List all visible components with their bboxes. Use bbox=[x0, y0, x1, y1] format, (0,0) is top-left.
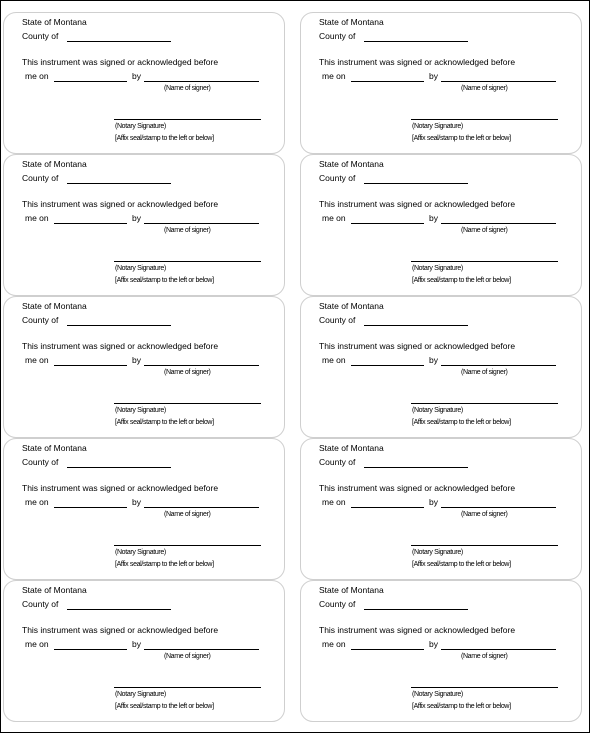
by-label: by bbox=[132, 71, 141, 81]
date-blank-line[interactable] bbox=[54, 81, 127, 82]
county-blank-line[interactable] bbox=[67, 467, 171, 468]
notary-label bbox=[300, 154, 582, 296]
me-on-label: me on bbox=[25, 497, 49, 507]
date-blank-line[interactable] bbox=[351, 507, 424, 508]
seal-caption: [Affix seal/stamp to the left or below] bbox=[115, 277, 214, 284]
notary-label bbox=[300, 580, 582, 722]
signer-blank-line[interactable] bbox=[144, 365, 259, 366]
signer-blank-line[interactable] bbox=[441, 649, 556, 650]
county-label: County of bbox=[22, 315, 59, 325]
date-blank-line[interactable] bbox=[54, 223, 127, 224]
notary-signature-line[interactable] bbox=[114, 545, 261, 546]
notary-signature-caption: (Notary Signature) bbox=[115, 265, 166, 272]
acknowledgment-text: This instrument was signed or acknowledged before bbox=[319, 199, 516, 209]
name-caption: (Name of signer) bbox=[461, 511, 508, 518]
notary-label bbox=[3, 12, 285, 154]
notary-signature-caption: (Notary Signature) bbox=[115, 549, 166, 556]
county-blank-line[interactable] bbox=[364, 183, 468, 184]
notary-label bbox=[300, 296, 582, 438]
name-caption: (Name of signer) bbox=[164, 653, 211, 660]
county-label: County of bbox=[319, 599, 356, 609]
county-blank-line[interactable] bbox=[67, 325, 171, 326]
county-blank-line[interactable] bbox=[364, 467, 468, 468]
seal-caption: [Affix seal/stamp to the left or below] bbox=[115, 135, 214, 142]
by-label: by bbox=[429, 639, 438, 649]
acknowledgment-text: This instrument was signed or acknowledged before bbox=[319, 341, 516, 351]
date-blank-line[interactable] bbox=[351, 81, 424, 82]
notary-signature-line[interactable] bbox=[411, 403, 558, 404]
seal-caption: [Affix seal/stamp to the left or below] bbox=[412, 561, 511, 568]
state-text: State of Montana bbox=[22, 585, 87, 595]
by-label: by bbox=[132, 639, 141, 649]
county-label: County of bbox=[22, 599, 59, 609]
state-text: State of Montana bbox=[22, 159, 87, 169]
county-label: County of bbox=[22, 31, 59, 41]
name-caption: (Name of signer) bbox=[461, 653, 508, 660]
seal-caption: [Affix seal/stamp to the left or below] bbox=[115, 703, 214, 710]
me-on-label: me on bbox=[25, 213, 49, 223]
notary-signature-line[interactable] bbox=[114, 687, 261, 688]
name-caption: (Name of signer) bbox=[164, 227, 211, 234]
seal-caption: [Affix seal/stamp to the left or below] bbox=[115, 419, 214, 426]
notary-signature-caption: (Notary Signature) bbox=[412, 407, 463, 414]
me-on-label: me on bbox=[25, 71, 49, 81]
by-label: by bbox=[132, 213, 141, 223]
county-blank-line[interactable] bbox=[364, 609, 468, 610]
county-label: County of bbox=[22, 173, 59, 183]
name-caption: (Name of signer) bbox=[461, 227, 508, 234]
me-on-label: me on bbox=[322, 71, 346, 81]
me-on-label: me on bbox=[322, 355, 346, 365]
date-blank-line[interactable] bbox=[54, 649, 127, 650]
date-blank-line[interactable] bbox=[351, 365, 424, 366]
acknowledgment-text: This instrument was signed or acknowledged before bbox=[22, 341, 219, 351]
name-caption: (Name of signer) bbox=[461, 85, 508, 92]
notary-label bbox=[300, 12, 582, 154]
seal-caption: [Affix seal/stamp to the left or below] bbox=[412, 703, 511, 710]
notary-label bbox=[3, 580, 285, 722]
county-blank-line[interactable] bbox=[364, 41, 468, 42]
notary-signature-caption: (Notary Signature) bbox=[412, 691, 463, 698]
state-text: State of Montana bbox=[319, 17, 384, 27]
by-label: by bbox=[429, 355, 438, 365]
county-label: County of bbox=[319, 31, 356, 41]
name-caption: (Name of signer) bbox=[461, 369, 508, 376]
state-text: State of Montana bbox=[22, 301, 87, 311]
notary-label bbox=[300, 438, 582, 580]
county-label: County of bbox=[22, 457, 59, 467]
state-text: State of Montana bbox=[319, 301, 384, 311]
notary-signature-line[interactable] bbox=[411, 687, 558, 688]
state-text: State of Montana bbox=[22, 17, 87, 27]
notary-label bbox=[3, 296, 285, 438]
by-label: by bbox=[132, 497, 141, 507]
date-blank-line[interactable] bbox=[351, 223, 424, 224]
by-label: by bbox=[429, 497, 438, 507]
notary-signature-caption: (Notary Signature) bbox=[412, 265, 463, 272]
notary-signature-line[interactable] bbox=[114, 119, 261, 120]
county-blank-line[interactable] bbox=[67, 41, 171, 42]
county-label: County of bbox=[319, 173, 356, 183]
county-blank-line[interactable] bbox=[67, 183, 171, 184]
me-on-label: me on bbox=[25, 355, 49, 365]
name-caption: (Name of signer) bbox=[164, 511, 211, 518]
date-blank-line[interactable] bbox=[54, 507, 127, 508]
notary-label bbox=[3, 154, 285, 296]
by-label: by bbox=[429, 71, 438, 81]
signer-blank-line[interactable] bbox=[441, 81, 556, 82]
me-on-label: me on bbox=[322, 639, 346, 649]
acknowledgment-text: This instrument was signed or acknowledged before bbox=[22, 199, 219, 209]
notary-signature-line[interactable] bbox=[114, 403, 261, 404]
notary-signature-caption: (Notary Signature) bbox=[115, 691, 166, 698]
me-on-label: me on bbox=[322, 497, 346, 507]
county-label: County of bbox=[319, 315, 356, 325]
notary-signature-caption: (Notary Signature) bbox=[115, 407, 166, 414]
name-caption: (Name of signer) bbox=[164, 369, 211, 376]
label-grid bbox=[3, 12, 582, 722]
notary-signature-caption: (Notary Signature) bbox=[412, 549, 463, 556]
notary-signature-line[interactable] bbox=[411, 545, 558, 546]
signer-blank-line[interactable] bbox=[441, 365, 556, 366]
county-label: County of bbox=[319, 457, 356, 467]
date-blank-line[interactable] bbox=[54, 365, 127, 366]
notary-signature-line[interactable] bbox=[411, 261, 558, 262]
notary-signature-caption: (Notary Signature) bbox=[412, 123, 463, 130]
signer-blank-line[interactable] bbox=[144, 649, 259, 650]
me-on-label: me on bbox=[322, 213, 346, 223]
seal-caption: [Affix seal/stamp to the left or below] bbox=[412, 135, 511, 142]
state-text: State of Montana bbox=[319, 585, 384, 595]
seal-caption: [Affix seal/stamp to the left or below] bbox=[412, 419, 511, 426]
signer-blank-line[interactable] bbox=[441, 507, 556, 508]
notary-label bbox=[3, 438, 285, 580]
acknowledgment-text: This instrument was signed or acknowledged before bbox=[319, 483, 516, 493]
acknowledgment-text: This instrument was signed or acknowledged before bbox=[22, 483, 219, 493]
notary-signature-line[interactable] bbox=[411, 119, 558, 120]
name-caption: (Name of signer) bbox=[164, 85, 211, 92]
seal-caption: [Affix seal/stamp to the left or below] bbox=[412, 277, 511, 284]
signer-blank-line[interactable] bbox=[144, 81, 259, 82]
state-text: State of Montana bbox=[319, 443, 384, 453]
signer-blank-line[interactable] bbox=[144, 507, 259, 508]
acknowledgment-text: This instrument was signed or acknowledged before bbox=[22, 57, 219, 67]
state-text: State of Montana bbox=[319, 159, 384, 169]
seal-caption: [Affix seal/stamp to the left or below] bbox=[115, 561, 214, 568]
date-blank-line[interactable] bbox=[351, 649, 424, 650]
county-blank-line[interactable] bbox=[67, 609, 171, 610]
by-label: by bbox=[132, 355, 141, 365]
acknowledgment-text: This instrument was signed or acknowledged before bbox=[319, 625, 516, 635]
acknowledgment-text: This instrument was signed or acknowledged before bbox=[22, 625, 219, 635]
signer-blank-line[interactable] bbox=[441, 223, 556, 224]
county-blank-line[interactable] bbox=[364, 325, 468, 326]
by-label: by bbox=[429, 213, 438, 223]
notary-signature-caption: (Notary Signature) bbox=[115, 123, 166, 130]
signer-blank-line[interactable] bbox=[144, 223, 259, 224]
me-on-label: me on bbox=[25, 639, 49, 649]
state-text: State of Montana bbox=[22, 443, 87, 453]
notary-signature-line[interactable] bbox=[114, 261, 261, 262]
acknowledgment-text: This instrument was signed or acknowledged before bbox=[319, 57, 516, 67]
